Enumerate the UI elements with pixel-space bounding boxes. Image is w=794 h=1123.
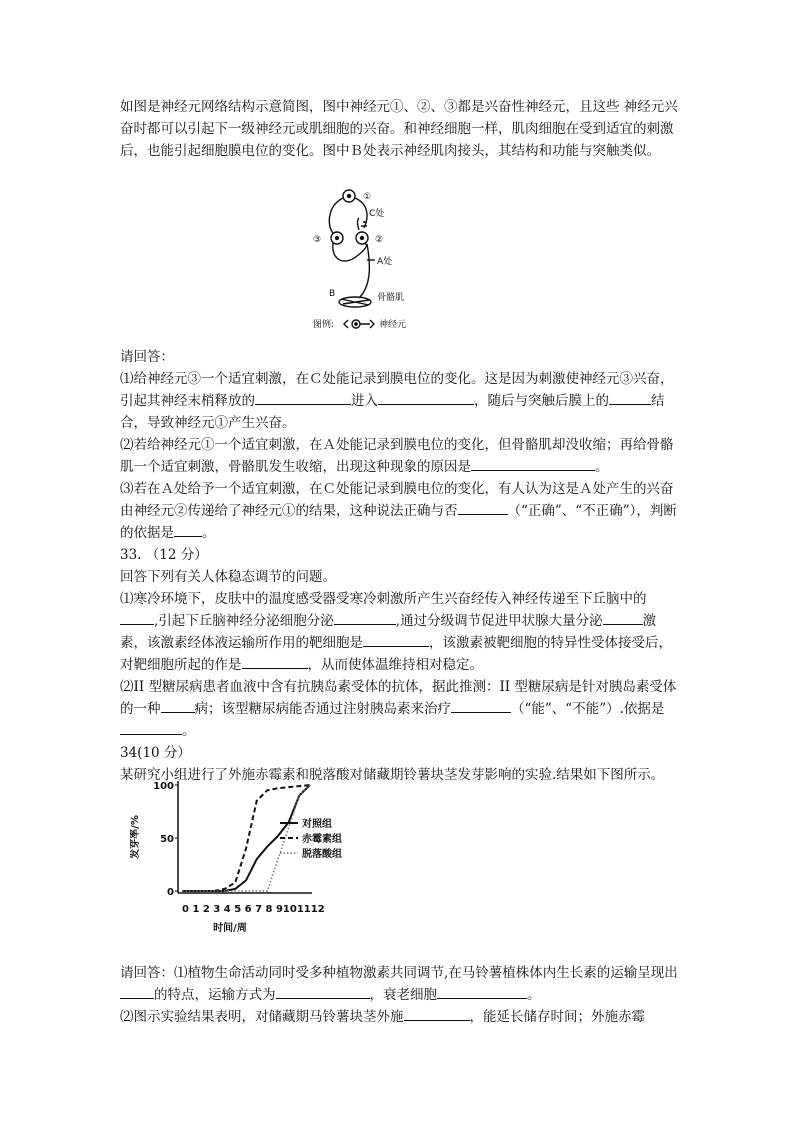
- answer-blank[interactable]: [255, 390, 351, 405]
- intro-paragraph: 如图是神经元网络结构示意简图，图中神经元①、②、③都是兴奋性神经元，且这些 神经元兴奋时都可以引起下一级神经元或肌细胞的兴奋。和神经细胞一样，肌肉细胞在受到适宜的刺激后，也能引起细胞膜电位的变化。图中Ｂ处表示神经肌肉接头，其结构和功能与突触类似。: [120, 99, 678, 159]
- legend-neuron-text: 神经元: [379, 320, 407, 330]
- connection-1-3: [329, 198, 343, 233]
- legend-label: 图例:: [313, 320, 335, 330]
- answer-blank[interactable]: [437, 984, 527, 999]
- answer-blank[interactable]: [471, 456, 595, 471]
- q33-q1-text-c: ,通过分级调节促进甲状腺大量分泌: [395, 613, 603, 629]
- y-axis-label: 发芽率/%: [130, 815, 141, 859]
- label-neuron-3: ③: [313, 235, 322, 245]
- q33-q2-text-a: ⑵II 型糖尿病患者血液中含有抗胰岛素受体的抗体，据此推测：II 型糖尿病是针对胰岛素受体的一种: [120, 679, 677, 717]
- q34-intro: 某研究小组进行了外施赤霉素和脱落酸对储藏期铃薯块茎发芽影响的实验.结果如下图所示。: [120, 767, 665, 783]
- answer-blank[interactable]: [609, 390, 651, 405]
- answer-blank[interactable]: [363, 632, 429, 647]
- legend-entry: 赤霉素组: [302, 834, 342, 845]
- answer-blank[interactable]: [451, 698, 511, 713]
- q32-q2-text-b: 。: [595, 459, 609, 475]
- answer-blank[interactable]: [334, 610, 396, 625]
- legend-entry: 脱落酸组: [302, 849, 342, 860]
- q32-prompt: 请回答：: [120, 349, 174, 365]
- germination-chart: [130, 773, 360, 943]
- q32-q1-text-c: ，随后与突触后膜上的: [474, 393, 609, 409]
- answer-blank[interactable]: [458, 500, 508, 515]
- q32-part3: [120, 478, 680, 544]
- q33-q2-text-d: 。: [182, 723, 196, 739]
- answer-blank[interactable]: [174, 522, 202, 537]
- answer-blank[interactable]: [603, 610, 643, 625]
- q32-q1-text-b: 进入: [351, 393, 378, 409]
- y-tick-label: 0: [167, 887, 174, 898]
- axon-to-muscle: [359, 244, 369, 298]
- q34-prompt: 请回答：: [120, 965, 174, 981]
- label-site-b: B: [329, 289, 336, 299]
- q34-header: 34(10 分）: [120, 745, 191, 761]
- q32-part1: [120, 368, 680, 434]
- q33-q1-text-b: ,引起下丘脑神经分泌细胞分泌: [154, 613, 334, 629]
- q34-q1-text-b: 的特点，运输方式为: [154, 987, 276, 1003]
- q34-q1-text-d: 。: [527, 987, 541, 1003]
- answer-blank[interactable]: [120, 984, 154, 999]
- q33-header: 33. （12 分）: [120, 547, 208, 563]
- answer-blank[interactable]: [120, 610, 154, 625]
- q34-q1-text-a: ⑴植物生命活动同时受多种植物激素共同调节,在马铃薯植株体内生长素的运输呈现出: [174, 965, 678, 981]
- q32-q2-text-a: ⑵若给神经元①一个适宜刺激，在Ａ处能记录到膜电位的变化，但骨骼肌却没收缩；再给骨骼肌一个适宜刺激，骨骼肌发生收缩，出现这种现象的原因是: [120, 437, 674, 475]
- q34-part1: [120, 962, 680, 1006]
- q33-q1-text-e: ，该激素被靶细胞的特异性受体接受后，对靶细胞所起的作是: [120, 635, 672, 673]
- q34-q2-text-b: ，能延长储存时间；外施赤霉: [469, 1009, 645, 1025]
- q33-q2-text-b: 病；该型糖尿病能否通过注射胰岛素来治疗: [194, 701, 451, 717]
- answer-blank[interactable]: [276, 984, 370, 999]
- q33-q1-text-a: ⑴寒冷环境下，皮肤中的温度感受器受寒冷刺激所产生兴奋经传入神经传递至下丘脑中的: [120, 591, 647, 607]
- q32-q3-text-a: ⑶若在Ａ处给予一个适宜刺激，在Ｃ处能记录到膜电位的变化，有人认为这是Ａ处产生的兴奋由神经元②传递给了神经元①的结果，这种说法正确与否: [120, 481, 674, 519]
- q32-q3-text-b: （“正确”、“不正确”），判断的依据是: [120, 503, 677, 541]
- label-skeletal-muscle: 骨骼肌: [377, 293, 405, 303]
- q33-part1: [120, 588, 680, 676]
- q33-part2: [120, 676, 680, 742]
- q32-q3-text-c: 。: [202, 525, 216, 541]
- q33-intro: 回答下列有关人体稳态调节的问题。: [120, 569, 336, 585]
- neuron-network-diagram: [305, 186, 435, 331]
- answer-blank[interactable]: [378, 390, 474, 405]
- q34-q2-text-a: ⑵图示实验结果表明，对储藏期马铃薯块茎外施: [120, 1009, 404, 1025]
- x-axis-label: 时间/周: [213, 923, 247, 934]
- q33-q1-text-f: ，从而使体温维持相对稳定。: [307, 657, 483, 673]
- x-tick-labels: 0 1 2 3 4 5 6 7 8 9101112: [182, 904, 325, 915]
- label-neuron-1: ①: [363, 192, 372, 202]
- y-tick-label: 100: [153, 781, 174, 792]
- q33-q1-text-d: 激素，该激素经体液运输所作用的靶细胞是: [120, 613, 657, 651]
- answer-blank[interactable]: [242, 654, 308, 669]
- q34-q1-text-c: ，衰老细胞: [369, 987, 437, 1003]
- answer-blank[interactable]: [120, 720, 182, 735]
- q32-q1-text-d: 结合，导致神经元①产生兴奋。: [120, 393, 665, 431]
- label-neuron-2: ②: [375, 235, 384, 245]
- answer-blank[interactable]: [161, 698, 195, 713]
- legend-entry: 对照组: [302, 819, 332, 830]
- q33-q2-text-c: （“能”、“不能”）.依据是: [511, 701, 665, 717]
- label-site-a: A处: [377, 257, 393, 267]
- y-tick-label: 50: [160, 834, 174, 845]
- q32-q1-text-a: ⑴给神经元③一个适宜刺激，在Ｃ处能记录到膜电位的变化。这是因为刺激使神经元③兴奋，引起其神经末梢释放的: [120, 371, 674, 409]
- q32-part2: [120, 434, 680, 478]
- connection-3-2: [333, 243, 367, 261]
- q34-part2: [120, 1006, 680, 1028]
- connection-1-2: [355, 198, 367, 228]
- answer-blank[interactable]: [404, 1006, 470, 1021]
- label-site-c: C处: [369, 209, 385, 219]
